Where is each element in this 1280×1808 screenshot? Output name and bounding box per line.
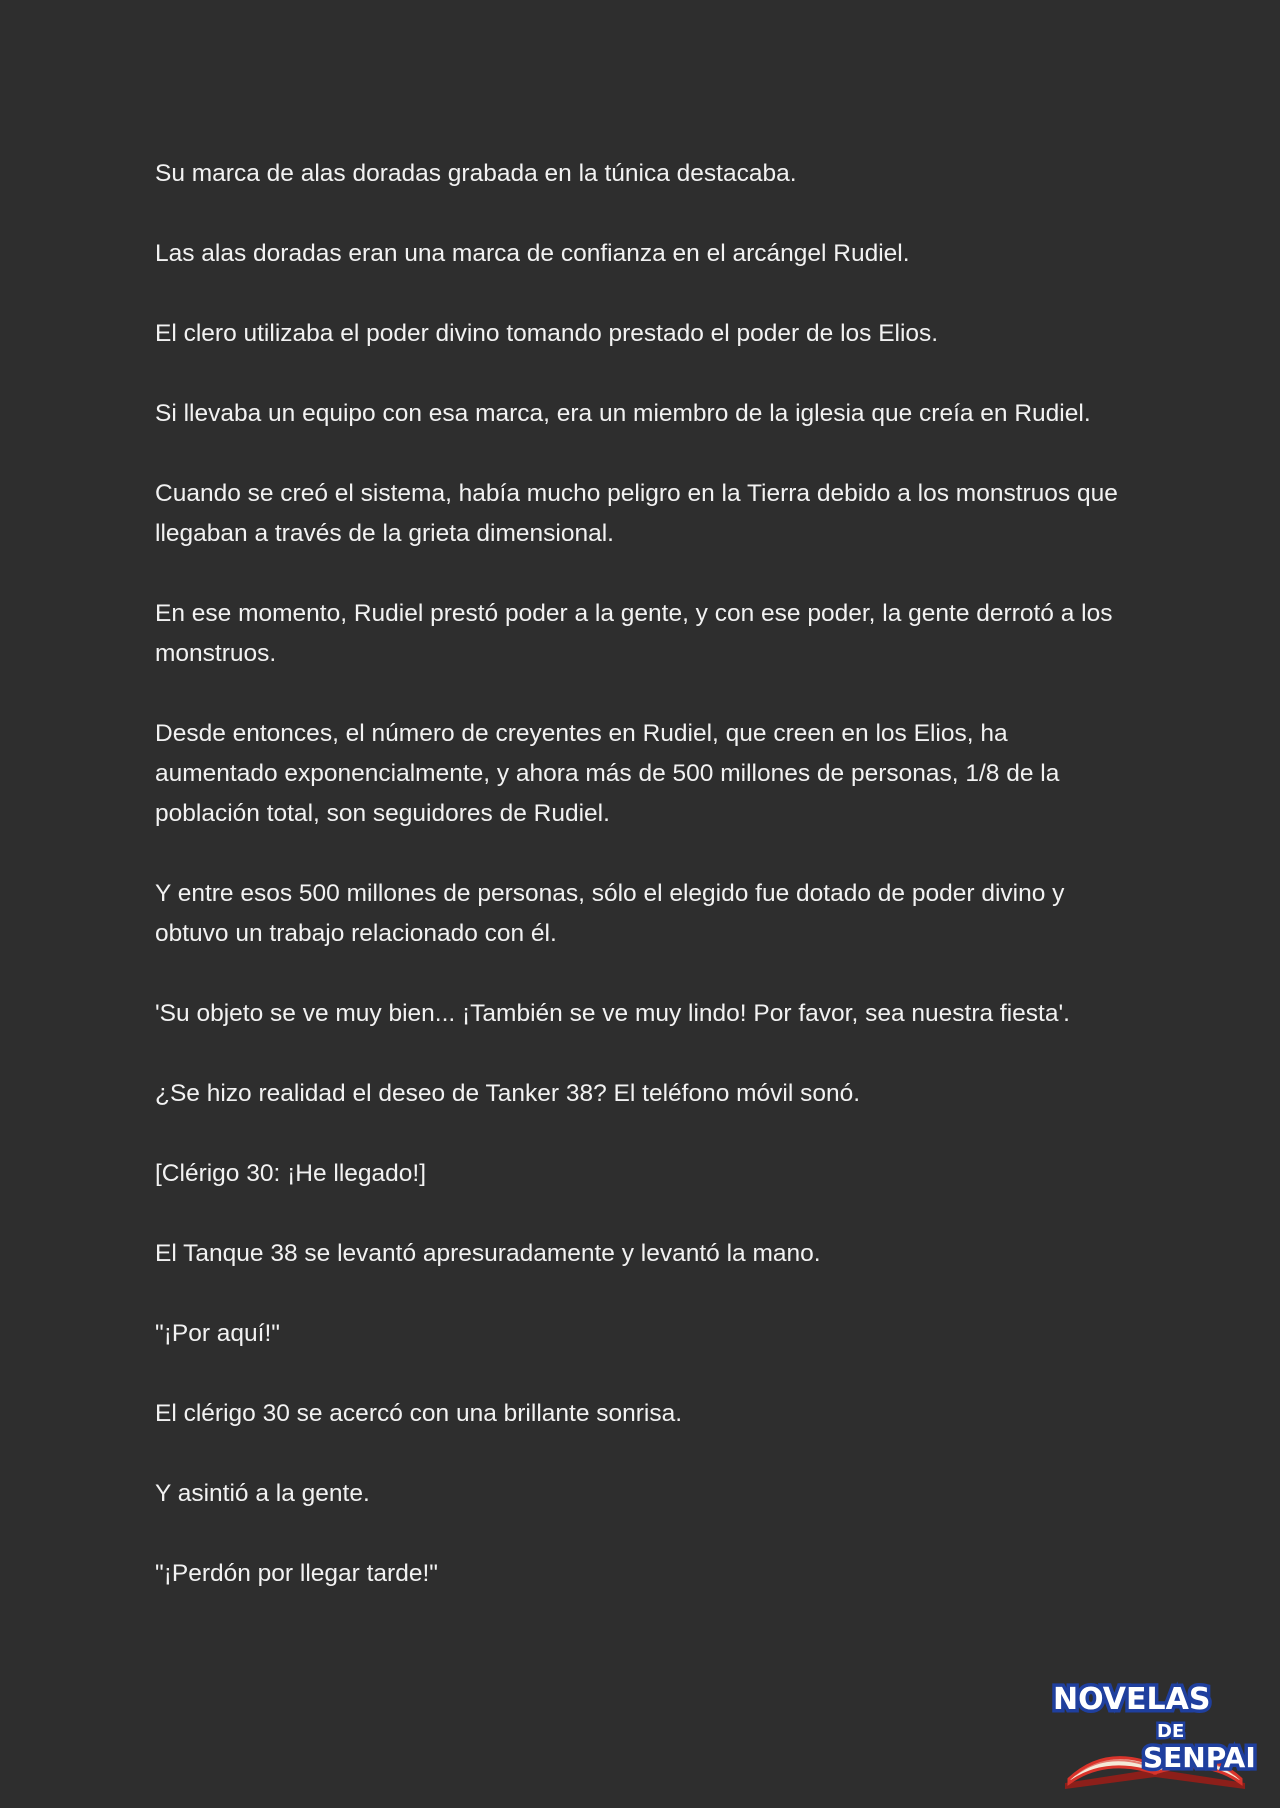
logo-wordmark bbox=[1053, 1682, 1256, 1774]
story-text bbox=[155, 154, 1135, 1634]
paragraph: El clero utilizaba el poder divino tomando prestado el poder de los Elios. bbox=[155, 320, 939, 347]
novelas-de-senpai-logo bbox=[1045, 1665, 1265, 1795]
logo-line-1: NOVELAS bbox=[1053, 1682, 1211, 1717]
logo-graphic bbox=[1045, 1665, 1265, 1795]
paragraph: "¡Perdón por llegar tarde!" bbox=[155, 1560, 438, 1587]
paragraph: "¡Por aquí!" bbox=[155, 1320, 280, 1347]
paragraph: Las alas doradas eran una marca de confianza en el arcángel Rudiel. bbox=[155, 240, 910, 267]
paragraph: [Clérigo 30: ¡He llegado!] bbox=[155, 1160, 427, 1187]
paragraph: ¿Se hizo realidad el deseo de Tanker 38? El teléfono móvil sonó. bbox=[155, 1080, 861, 1107]
paragraph: Su marca de alas doradas grabada en la túnica destacaba. bbox=[155, 160, 797, 187]
paragraph: Si llevaba un equipo con esa marca, era un miembro de la iglesia que creía en Rudiel. bbox=[155, 400, 1091, 427]
paragraph: En ese momento, Rudiel prestó poder a la gente, y con ese poder, la gente derrotó a los monstruos. bbox=[155, 600, 1113, 667]
paragraph: Cuando se creó el sistema, había mucho peligro en la Tierra debido a los monstruos que llegaban a través de la grieta dimensional. bbox=[155, 480, 1118, 547]
paragraph: Desde entonces, el número de creyentes en Rudiel, que creen en los Elios, ha aumentado exponencialmente, y ahora más de 500 millones de personas, 1/8 de la población total, son seguidores de Rudiel. bbox=[155, 720, 1060, 827]
paragraph: El clérigo 30 se acercó con una brillante sonrisa. bbox=[155, 1400, 683, 1427]
paragraph: El Tanque 38 se levantó apresuradamente y levantó la mano. bbox=[155, 1240, 821, 1267]
paragraph: Y entre esos 500 millones de personas, sólo el elegido fue dotado de poder divino y obtuvo un trabajo relacionado con él. bbox=[155, 880, 1065, 947]
logo-line-3: SENPAI bbox=[1143, 1741, 1256, 1774]
logo-line-2: DE bbox=[1157, 1721, 1185, 1742]
paragraph: 'Su objeto se ve muy bien... ¡También se ve muy lindo! Por favor, sea nuestra fiesta'. bbox=[155, 1000, 1070, 1027]
paragraph: Y asintió a la gente. bbox=[155, 1480, 370, 1507]
